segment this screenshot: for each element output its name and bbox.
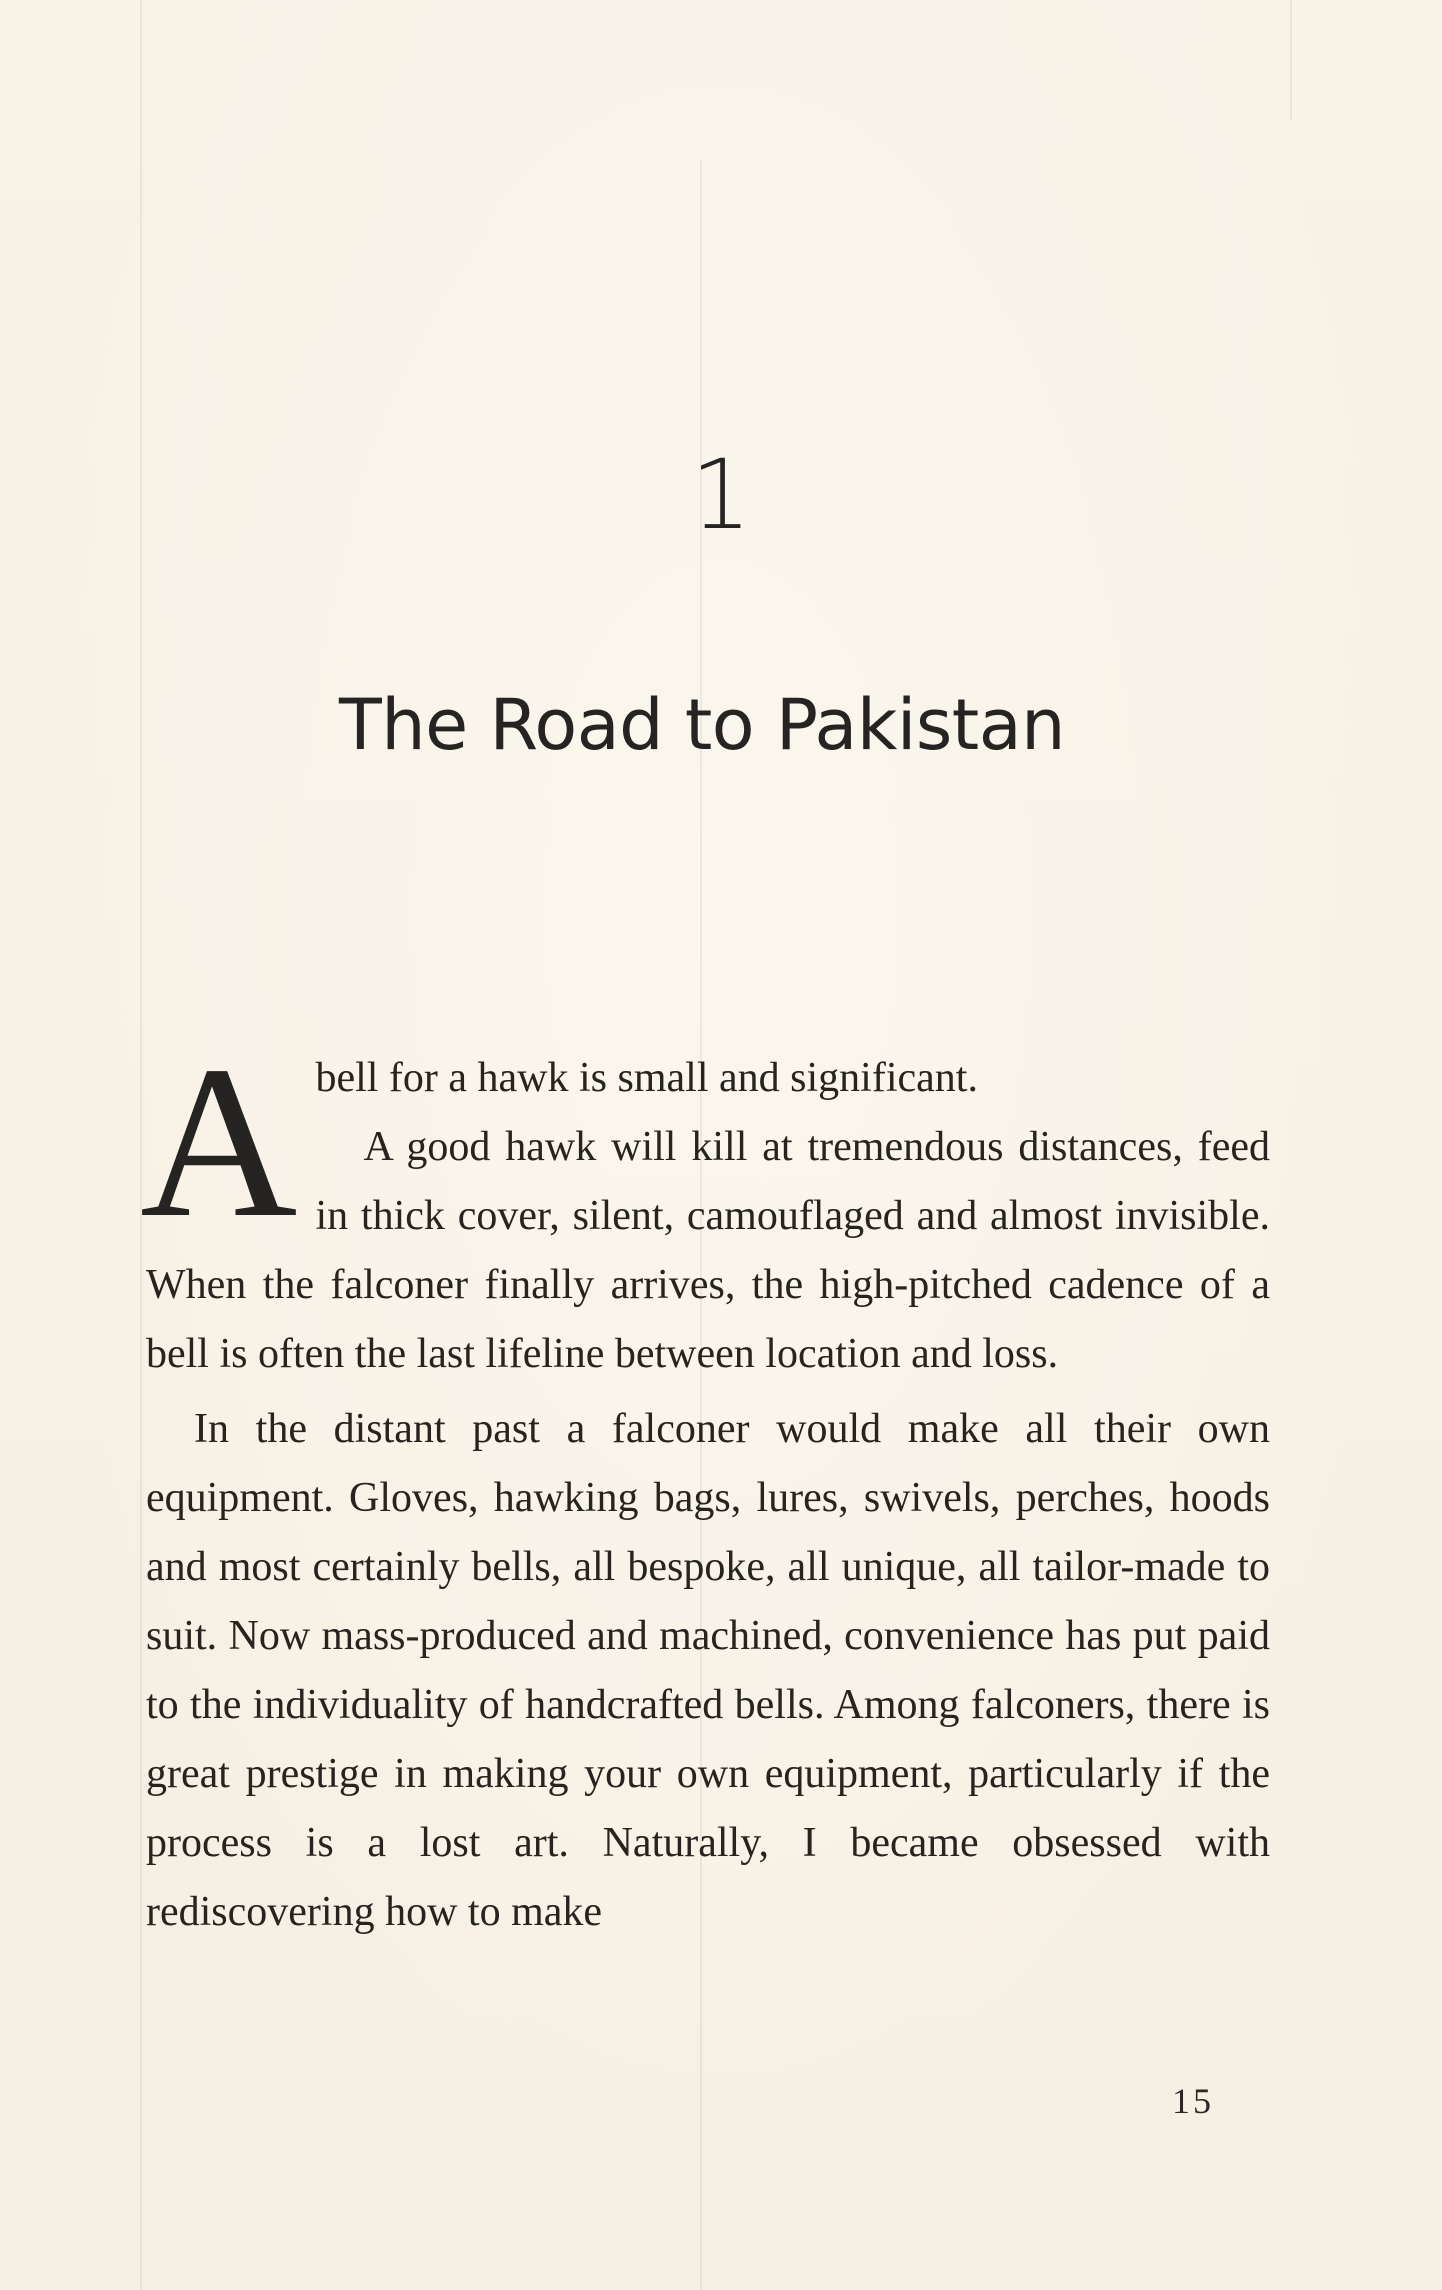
first-line: bell for a hawk is small and significant. [315,1055,978,1101]
paragraph-1-text: A good hawk will kill at tremendous distances, feed in thick cover, silent, camouflaged and almost invisible. When the falconer finally arrives, the high-pitched cadence of a bell is often the last lifeline between location and loss. [146,1124,1270,1377]
chapter-number: 1 [690,439,752,551]
page-crease-right [1290,0,1292,120]
chapter-body [140,1022,1270,1947]
chapter-title: The Road to Pakistan [339,684,1065,766]
drop-cap: A [140,1022,298,1263]
page-number: 15 [1172,2081,1214,2121]
paragraph-2: In the distant past a falconer would make all their own equipment. Gloves, hawking bags, lures, swivels, perches, hoods and most certainly bells, all bespoke, all unique, all tailor-made to suit. Now mass-produced and machined, convenience has put paid to the individuality of handcrafted bells. Among falconers, there is great prestige in making your own equipment, particularly if the process is a lost art. Naturally, I became obsessed with rediscovering how to make [146,1406,1270,1935]
paragraph-1 [140,1022,1270,1389]
